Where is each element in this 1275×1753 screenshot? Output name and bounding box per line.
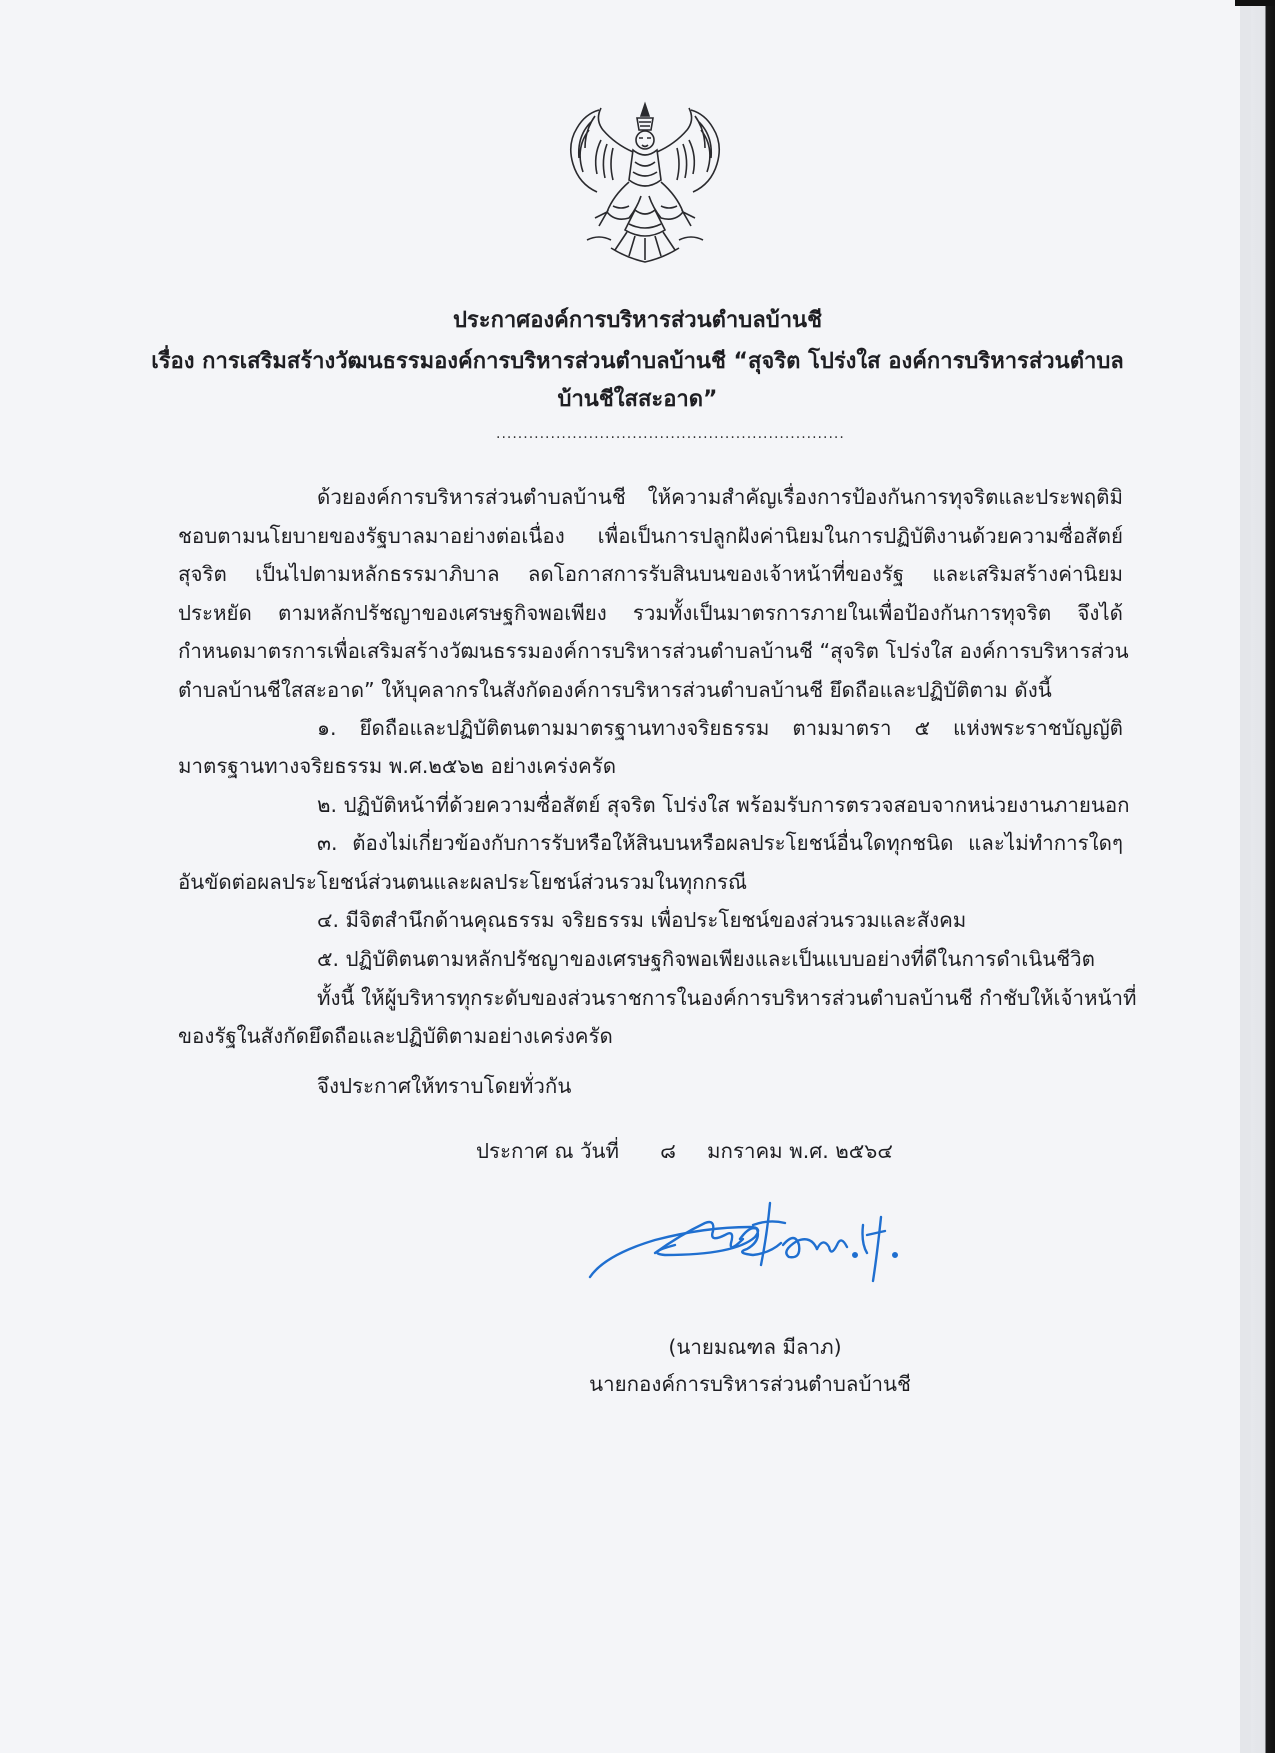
paragraph-1-line-5: กำหนดมาตรการเพื่อเสริมสร้างวัฒนธรรมองค์การบริหารส่วนตำบลบ้านชี “สุจริต โปร่งใส องค์การบริหารส่วน [178, 639, 1129, 663]
signatory-position: นายกองค์การบริหารส่วนตำบลบ้านชี [589, 1371, 911, 1396]
paragraph-1-line-3: สุจริต เป็นไปตามหลักธรรมาภิบาล ลดโอกาสการรับสินบนของเจ้าหน้าที่ของรัฐ และเสริมสร้างค่านิยม [178, 562, 1123, 586]
date-day: ๘ [660, 1139, 676, 1163]
item-3-line-2: อันขัดต่อผลประโยชน์ส่วนตนและผลประโยชน์ส่วนรวมในทุกกรณี [178, 870, 748, 894]
paragraph-1-line-4: ประหยัด ตามหลักปรัชญาของเศรษฐกิจพอเพียง รวมทั้งเป็นมาตรการภายในเพื่อป้องกันการทุจริต จึงได้ [178, 601, 1123, 625]
paragraph-2-line-1: ทั้งนี้ ให้ผู้บริหารทุกระดับของส่วนราชการในองค์การบริหารส่วนตำบลบ้านชี กำชับให้เจ้าหน้าที่ [317, 986, 1137, 1010]
date-month-year: มกราคม พ.ศ. ๒๕๖๔ [707, 1139, 893, 1163]
item-2: ๒. ปฏิบัติหน้าที่ด้วยความซื่อสัตย์ สุจริต โปร่งใส พร้อมรับการตรวจสอบจากหน่วยงานภายนอก [317, 793, 1130, 817]
dotted-separator: ................................................................ [496, 426, 845, 442]
closing-statement: จึงประกาศให้ทราบโดยทั่วกัน [317, 1074, 572, 1098]
handwritten-signature [585, 1195, 910, 1300]
paragraph-1-line-2: ชอบตามนโยบายของรัฐบาลมาอย่างต่อเนื่อง เพื่อเป็นการปลูกฝังค่านิยมในการปฏิบัติงานด้วยความซื่อสัตย์ [178, 524, 1123, 548]
item-1-line-2: มาตรฐานทางจริยธรรม พ.ศ.๒๕๖๒ อย่างเคร่งครัด [178, 754, 617, 778]
announcement-subject-line-2: บ้านชีใสสะอาด” [557, 387, 718, 412]
signatory-name: (นายมณฑล มีลาภ) [668, 1334, 842, 1359]
paragraph-2-line-2: ของรัฐในสังกัดยึดถือและปฏิบัติตามอย่างเคร่งครัด [178, 1024, 613, 1048]
item-3-line-1: ๓. ต้องไม่เกี่ยวข้องกับการรับหรือให้สินบนหรือผลประโยชน์อื่นใดทุกชนิด และไม่ทำการใดๆ [317, 831, 1123, 855]
announcement-subject-line-1: เรื่อง การเสริมสร้างวัฒนธรรมองค์การบริหารส่วนตำบลบ้านชี “สุจริต โปร่งใส องค์การบริหารส่วนตำบล [151, 349, 1124, 374]
item-1-line-1: ๑. ยึดถือและปฏิบัติตนตามมาตรฐานทางจริยธรรม ตามมาตรา ๕ แห่งพระราชบัญญัติ [317, 716, 1123, 740]
announcement-date [476, 1137, 893, 1165]
item-5: ๕. ปฏิบัติตนตามหลักปรัชญาของเศรษฐกิจพอเพียงและเป็นแบบอย่างที่ดีในการดำเนินชีวิต [317, 947, 1095, 971]
scan-corner-mark [1235, 0, 1275, 6]
item-4: ๔. มีจิตสำนึกด้านคุณธรรม จริยธรรม เพื่อประโยชน์ของส่วนรวมและสังคม [317, 908, 967, 932]
scan-edge-border [1251, 0, 1275, 1753]
announcement-title: ประกาศองค์การบริหารส่วนตำบลบ้านชี [452, 308, 823, 333]
paragraph-1-line-6: ตำบลบ้านชีใสสะอาด” ให้บุคลากรในสังกัดองค์การบริหารส่วนตำบลบ้านชี ยึดถือและปฏิบัติตาม ดังนี้ [178, 678, 1052, 702]
garuda-emblem-icon [555, 100, 735, 270]
date-prefix: ประกาศ ณ วันที่ [476, 1139, 620, 1163]
paragraph-1-line-1: ด้วยองค์การบริหารส่วนตำบลบ้านชี ให้ความสำคัญเรื่องการป้องกันการทุจริตและประพฤติมิ [317, 485, 1123, 509]
